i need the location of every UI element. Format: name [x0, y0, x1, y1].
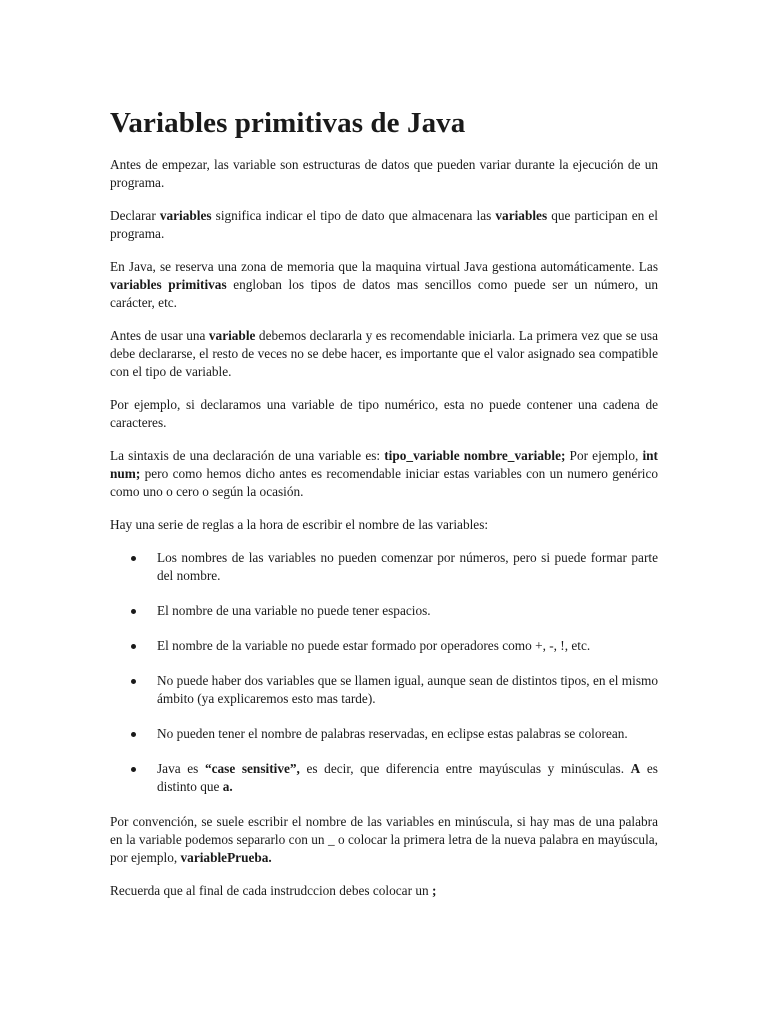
list-item — [110, 725, 658, 743]
bold-term: ; — [431, 882, 437, 898]
list-item — [110, 760, 658, 796]
text-run: En Java, se reserva una zona de memoria que la maquina virtual Java gestiona automáticamente. Las — [110, 258, 658, 274]
bold-term: variables — [159, 207, 212, 223]
bold-term: “case sensitive”, — [204, 760, 300, 776]
text-run: es decir, que diferencia entre mayúsculas y minúsculas. — [299, 760, 631, 776]
declarar-paragraph — [110, 207, 658, 243]
list-item — [110, 549, 658, 585]
reglas-intro-paragraph: Hay una serie de reglas a la hora de escribir el nombre de las variables: — [110, 516, 489, 532]
list-item-text: No pueden tener el nombre de palabras reservadas, en eclipse estas palabras se colorean. — [157, 725, 628, 741]
bullet-icon — [131, 644, 136, 649]
text-run: Por ejemplo, — [565, 447, 643, 463]
bullet-icon — [131, 767, 136, 772]
bold-term: int num; — [110, 447, 658, 481]
page-title: Variables primitivas de Java — [110, 107, 466, 139]
bold-term: variables — [495, 207, 548, 223]
text-run: La sintaxis de una declaración de una variable es: — [110, 447, 385, 463]
bullet-icon — [131, 679, 136, 684]
bold-term: A — [630, 760, 641, 776]
sintaxis-paragraph — [110, 447, 658, 501]
list-item-text: El nombre de una variable no puede tener espacios. — [157, 602, 431, 618]
text-run: Por convención, se suele escribir el nombre de las variables en minúscula, si hay mas de una palabra en la variable podemos separarlo con un _ o colocar la primera letra de la nueva palabra en mayúscula, por ejemplo, — [110, 813, 658, 865]
list-item-text: No puede haber dos variables que se llamen igual, aunque sean de distintos tipos, en el mismo ámbito (ya explicaremos esto mas tarde). — [157, 672, 658, 706]
list-item — [110, 602, 658, 620]
text-run: Declarar — [110, 207, 160, 223]
bullet-icon — [131, 556, 136, 561]
bullet-icon — [131, 732, 136, 737]
list-item-text: Los nombres de las variables no pueden comenzar por números, pero si puede formar parte del nombre. — [157, 549, 658, 583]
text-run: que participan en el programa. — [110, 207, 658, 241]
list-item — [110, 672, 658, 708]
rules-list — [110, 549, 658, 796]
text-run: debemos declararla y es recomendable iniciarla. La primera vez que se usa debe declararse, el resto de veces no se debe hacer, es importante que el valor asignado sea compatible con el tipo de variable. — [110, 327, 658, 379]
text-run: es distinto que — [157, 760, 658, 794]
text-run: Java es — [157, 760, 205, 776]
bold-term: tipo_variable nombre_variable; — [384, 447, 566, 463]
java-paragraph — [110, 258, 658, 312]
recuerda-paragraph — [110, 882, 658, 900]
text-run: engloban los tipos de datos mas sencillos como puede ser un número, un carácter, etc. — [110, 276, 659, 310]
text-run: significa indicar el tipo de dato que almacenara las — [211, 207, 496, 223]
bold-term: a. — [222, 778, 233, 794]
bullet-icon — [131, 609, 136, 614]
bold-term: variables primitivas — [110, 276, 227, 292]
list-item — [110, 637, 658, 655]
ejemplo-paragraph: Por ejemplo, si declaramos una variable de tipo numérico, esta no puede contener una cadena de caracteres. — [110, 396, 658, 430]
document-page — [110, 98, 658, 915]
antes-paragraph — [110, 327, 658, 381]
text-run: Antes de usar una — [110, 327, 209, 343]
convencion-paragraph — [110, 813, 658, 867]
text-run: Recuerda que al final de cada instrudccion debes colocar un — [110, 882, 432, 898]
bold-term: variablePrueba. — [180, 849, 272, 865]
intro-paragraph: Antes de empezar, las variable son estructuras de datos que pueden variar durante la ejecución de un programa. — [110, 156, 658, 190]
text-run: pero como hemos dicho antes es recomendable iniciar estas variables con un numero genérico como uno o cero o según la ocasión. — [110, 465, 658, 499]
bold-term: variable — [208, 327, 256, 343]
list-item-text: El nombre de la variable no puede estar formado por operadores como +, -, !, etc. — [157, 637, 591, 653]
